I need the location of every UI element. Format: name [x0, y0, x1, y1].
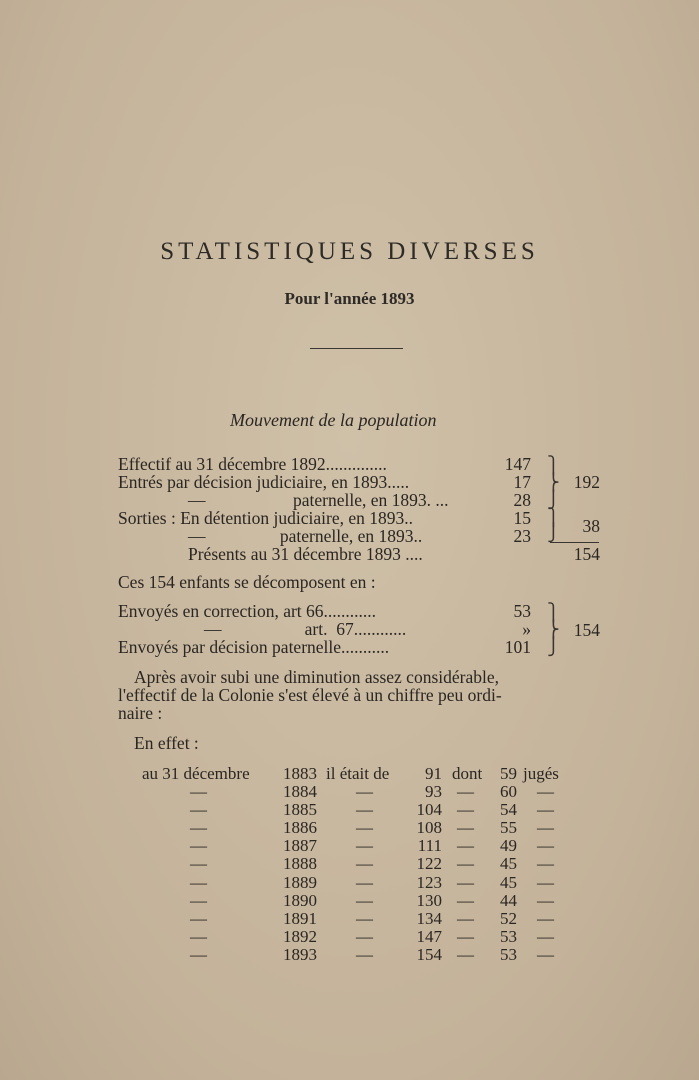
breakdown-intro: Ces 154 enfants se décomposent en :	[118, 572, 376, 592]
history-dash: —	[537, 818, 554, 837]
history-total: 154	[416, 945, 442, 964]
history-dash: —	[190, 782, 207, 801]
paragraph-line: l'effectif de la Colonie s'est élevé à un chiffre peu ordi-	[118, 685, 502, 705]
history-year: 1892	[283, 927, 317, 946]
history-judged: 49	[500, 836, 517, 855]
breakdown-value: 101	[504, 637, 531, 657]
history-dash: —	[457, 945, 474, 964]
history-year: 1887	[283, 836, 317, 855]
brace-icon: ⎫	[547, 508, 560, 527]
movement-label: — paternelle, en 1893. ...	[188, 490, 449, 510]
history-mid: il était de	[326, 764, 390, 783]
brace-icon: ⎭	[547, 637, 560, 656]
history-judged: 54	[500, 800, 517, 819]
movement-label: Entrés par décision judiciaire, en 1893.....	[118, 472, 410, 492]
history-year: 1886	[283, 818, 317, 837]
history-dash: —	[356, 782, 373, 801]
total-exits: 38	[582, 516, 600, 536]
history-total: 130	[416, 891, 442, 910]
page-title: STATISTIQUES DIVERSES	[160, 238, 539, 265]
history-total: 122	[416, 854, 442, 873]
history-year: 1890	[283, 891, 317, 910]
history-total: 123	[416, 873, 442, 892]
history-year: 1889	[283, 873, 317, 892]
history-dash: —	[356, 836, 373, 855]
history-dash: —	[457, 782, 474, 801]
history-judged: 53	[500, 945, 517, 964]
history-dash: —	[190, 854, 207, 873]
history-dash: —	[537, 800, 554, 819]
history-total: 111	[417, 836, 442, 855]
breakdown-label: Envoyés par décision paternelle...........	[118, 637, 390, 657]
history-dash: —	[190, 800, 207, 819]
history-dash: —	[457, 836, 474, 855]
history-judged: 53	[500, 927, 517, 946]
history-dash: —	[457, 818, 474, 837]
history-dash: —	[356, 800, 373, 819]
movement-label: Effectif au 31 décembre 1892..............	[118, 454, 387, 474]
history-dash: —	[537, 945, 554, 964]
history-dash: —	[356, 909, 373, 928]
history-judged: 45	[500, 873, 517, 892]
history-total: 147	[416, 927, 442, 946]
history-dash: —	[356, 891, 373, 910]
history-year: 1891	[283, 909, 317, 928]
history-dash: —	[356, 927, 373, 946]
section-title: Mouvement de la population	[230, 410, 437, 430]
brace-icon: ⎬	[547, 473, 560, 492]
paragraph-line: Après avoir subi une diminution assez considérable,	[134, 667, 499, 687]
en-effet: En effet :	[134, 733, 199, 753]
movement-value: 17	[513, 472, 531, 492]
brace-icon: ⎬	[547, 620, 560, 639]
history-year: 1893	[283, 945, 317, 964]
movement-value: 23	[513, 526, 531, 546]
movement-value: 28	[513, 490, 531, 510]
title-divider	[310, 348, 403, 349]
movement-label: Présents au 31 décembre 1893 ....	[188, 544, 423, 564]
history-year: 1885	[283, 800, 317, 819]
history-judged: 59	[500, 764, 517, 783]
history-dash: —	[537, 873, 554, 892]
history-dash: —	[457, 909, 474, 928]
movement-value: 15	[513, 508, 531, 528]
history-judged: 55	[500, 818, 517, 837]
history-judged: 44	[500, 891, 517, 910]
present-total: 154	[573, 544, 600, 564]
brace-icon: ⎫	[547, 456, 560, 475]
history-total: 108	[416, 818, 442, 837]
history-dash: —	[537, 854, 554, 873]
history-dash: —	[537, 927, 554, 946]
breakdown-value: »	[522, 619, 531, 639]
page-subtitle: Pour l'année 1893	[284, 289, 415, 308]
history-judged: 52	[500, 909, 517, 928]
history-dash: —	[537, 836, 554, 855]
history-total: 134	[416, 909, 442, 928]
brace-icon: ⎭	[547, 490, 560, 509]
history-dash: —	[190, 818, 207, 837]
history-dash: —	[356, 818, 373, 837]
brace-icon: ⎫	[547, 603, 560, 622]
brace-icon: ⎭	[547, 523, 560, 542]
history-dash: —	[457, 800, 474, 819]
movement-label: — paternelle, en 1893..	[188, 526, 423, 546]
history-year: 1883	[283, 764, 317, 783]
history-dash: —	[537, 909, 554, 928]
paragraph-line: naire :	[118, 703, 163, 723]
sum-line	[550, 542, 599, 543]
history-dash: —	[190, 909, 207, 928]
history-total: 104	[416, 800, 442, 819]
history-dash: —	[356, 854, 373, 873]
movement-label: Sorties : En détention judiciaire, en 1893..	[118, 508, 414, 528]
history-dash: —	[537, 782, 554, 801]
history-dash: —	[356, 945, 373, 964]
breakdown-total: 154	[573, 620, 600, 640]
history-suffix: jugés	[523, 764, 559, 783]
history-dash: —	[190, 945, 207, 964]
history-dash: —	[190, 836, 207, 855]
history-year: 1884	[283, 782, 317, 801]
movement-value: 147	[504, 454, 531, 474]
history-dash: —	[457, 891, 474, 910]
history-dash: —	[457, 854, 474, 873]
history-dash: —	[457, 927, 474, 946]
history-judged: 45	[500, 854, 517, 873]
breakdown-value: 53	[513, 601, 531, 621]
history-total: 91	[425, 764, 442, 783]
history-dash: —	[537, 891, 554, 910]
history-dont: dont	[452, 764, 483, 783]
history-total: 93	[425, 782, 442, 801]
history-judged: 60	[500, 782, 517, 801]
history-prefix: au 31 décembre	[142, 764, 250, 783]
total-entries: 192	[573, 472, 600, 492]
breakdown-label: — art. 67............	[204, 619, 407, 639]
history-dash: —	[190, 891, 207, 910]
history-dash: —	[190, 873, 207, 892]
breakdown-label: Envoyés en correction, art 66............	[118, 601, 377, 621]
history-dash: —	[356, 873, 373, 892]
history-dash: —	[190, 927, 207, 946]
history-dash: —	[457, 873, 474, 892]
history-year: 1888	[283, 854, 317, 873]
